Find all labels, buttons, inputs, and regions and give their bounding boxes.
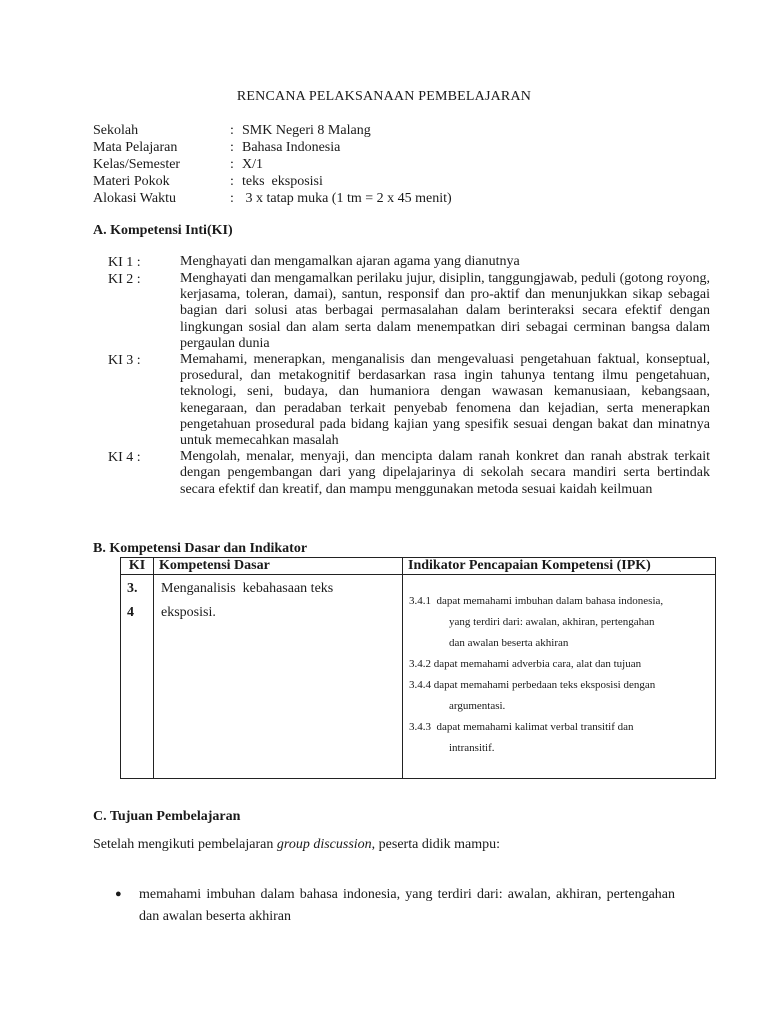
section-b-heading: B. Kompetensi Dasar dan Indikator [93, 541, 308, 556]
ki-item [108, 271, 710, 352]
ki-code: KI 2 : [108, 272, 141, 287]
ki-number-line: 3. [127, 581, 138, 596]
section-a-heading: A. Kompetensi Inti(KI) [93, 223, 233, 238]
ki-code: KI 3 : [108, 353, 141, 369]
ki-code: KI 4 : [108, 450, 141, 466]
identity-separator: : [230, 191, 234, 206]
kd-cell [154, 575, 403, 779]
ki-list [108, 254, 710, 498]
identity-value: SMK Negeri 8 Malang [242, 123, 371, 138]
ki-text: Mengolah, menalar, menyaji, dan mencipta dalam ranah konkret dan ranah abstrak terkait dengan pengembangan dari yang dipelajarinya di sekolah secara mandiri serta bertindak secara efektif dan kreatif, dan mampu menggunakan metoda sesuai kaidah keilmuan [180, 449, 710, 497]
indicator-item [409, 654, 708, 675]
section-c-heading: C. Tujuan Pembelajaran [93, 809, 241, 824]
header-ipk: Indikator Pencapaian Kompetensi (IPK) [403, 558, 716, 575]
section-c-intro [93, 836, 500, 853]
indicator-continuation: argumentasi. [449, 700, 506, 712]
kd-text-line: Menganalisis kebahasaan teks [161, 581, 334, 596]
indicator-line: 3.4.1 dapat memahami imbuhan dalam bahasa indonesia, [409, 595, 664, 607]
header-ki: KI [121, 558, 154, 575]
identity-row [93, 139, 452, 156]
identity-label: Mata Pelajaran [93, 140, 178, 155]
indicator-line: 3.4.4 dapat memahami perbedaan teks eksposisi dengan [409, 679, 656, 691]
indicator-line: 3.4.2 dapat memahami adverbia cara, alat dan tujuan [409, 658, 642, 670]
ki-number-line: 4 [127, 605, 134, 620]
indicator-item [409, 591, 708, 654]
indicator-cell [403, 575, 716, 779]
intro-text-end: , peserta didik mampu: [371, 837, 500, 852]
identity-block [93, 122, 452, 207]
indicator-line: 3.4.3 dapat memahami kalimat verbal transitif dan [409, 721, 634, 733]
identity-label: Kelas/Semester [93, 157, 181, 172]
identity-separator: : [230, 157, 234, 172]
identity-row [93, 173, 452, 190]
identity-value: Bahasa Indonesia [242, 140, 341, 155]
indicator-continuation: dan awalan beserta akhiran [449, 637, 569, 649]
ki-text: Menghayati dan mengamalkan ajaran agama yang dianutnya [180, 254, 520, 269]
identity-separator: : [230, 174, 234, 189]
identity-row [93, 156, 452, 173]
identity-separator: : [230, 140, 234, 155]
bullet-icon: ● [115, 888, 122, 900]
ki-text: Memahami, menerapkan, menganalisis dan mengevaluasi pengetahuan faktual, konseptual, prosedural, dan metakognitif berdasarkan rasa ingin tahunya tentang ilmu pengetahuan, teknologi, seni, budaya, dan humaniora dengan wawasan kemanusiaan, kebangsaan, kenegaraan, dan peradaban terkait penyebab fenomena dan kejadian, serta menerapkan pengetahuan prosedural pada bidang kajian yang spesifik sesuai dengan bakat dan minatnya untuk memecahkan masalah [180, 352, 710, 449]
intro-text: Setelah mengikuti pembelajaran [93, 837, 277, 852]
identity-label: Materi Pokok [93, 174, 170, 189]
kd-text-line: eksposisi. [161, 605, 216, 620]
kd-table [120, 557, 716, 779]
identity-label: Alokasi Waktu [93, 191, 176, 206]
indicator-item [409, 675, 708, 717]
document-title: RENCANA PELAKSANAAN PEMBELAJARAN [236, 89, 532, 104]
ki-item [108, 449, 710, 498]
bullet-text: memahami imbuhan dalam bahasa indonesia, yang terdiri dari: awalan, akhiran, pertengahan dan awalan beserta akhiran [139, 887, 675, 924]
ki-text: Menghayati dan mengamalkan perilaku jujur, disiplin, tanggungjawab, peduli (gotong royong, kerjasama, toleran, damai), santun, responsif dan pro-aktif dan menunjukkan sikap sebagai bagian dari solusi atas berbagai permasalahan dalam berinteraksi secara efektif dengan lingkungan sosial dan alam serta dalam menempatkan diri sebagai cerminan bangsa dalam pergaulan dunia [180, 271, 710, 351]
ki-code: KI 1 : [108, 255, 141, 270]
identity-row [93, 190, 452, 207]
header-kd: Kompetensi Dasar [154, 558, 403, 575]
identity-separator: : [230, 123, 234, 138]
identity-value: X/1 [242, 157, 263, 172]
table-row [121, 575, 716, 779]
identity-value: 3 x tatap muka (1 tm = 2 x 45 menit) [242, 191, 452, 206]
identity-row [93, 122, 452, 139]
ki-item [108, 352, 710, 449]
table-header-row [121, 558, 716, 575]
indicator-continuation: yang terdiri dari: awalan, akhiran, pertengahan [449, 616, 655, 628]
indicator-continuation: intransitif. [449, 742, 495, 754]
ki-item [108, 254, 710, 271]
intro-italic-text: group discussion [276, 837, 372, 852]
list-item [115, 884, 675, 928]
ki-cell [121, 575, 154, 779]
indicator-item [409, 717, 708, 759]
identity-label: Sekolah [93, 123, 139, 138]
identity-value: teks eksposisi [242, 174, 323, 189]
